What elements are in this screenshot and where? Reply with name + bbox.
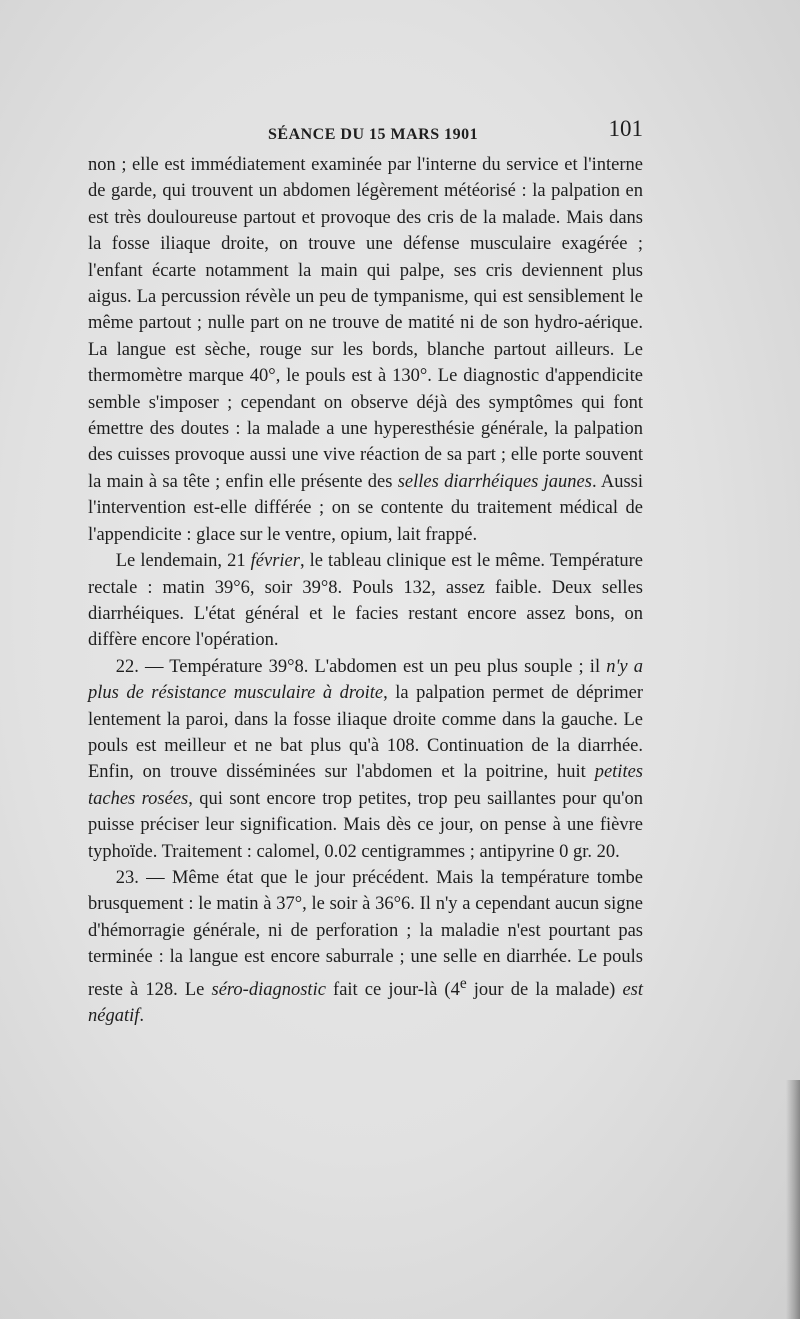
- body-text: [88, 152, 643, 1030]
- page-number: 101: [608, 116, 643, 141]
- italic-text: séro-diagnostic: [211, 979, 326, 1000]
- italic-text: n'y a plus de résistance musculaire à droite: [88, 656, 643, 704]
- italic-text: est négatif: [88, 979, 644, 1027]
- text-run: . Aussi l'intervention est-elle différée ; on se contente du traitement médical de l'appendicite : glace sur le ventre, opium, lait frappé.: [88, 471, 643, 545]
- italic-text: selles diarrhéiques jaunes: [397, 471, 592, 492]
- text-run: Le lendemain, 21: [115, 551, 251, 572]
- superscript: e: [459, 974, 467, 992]
- text-run: jour de la malade): [466, 979, 623, 1000]
- italic-text: petites taches rosées: [88, 762, 643, 809]
- text-run: 22. — Température 39°8. L'abdomen est un peu plus souple ; il: [115, 656, 607, 677]
- text-run: .: [139, 1006, 145, 1027]
- text-run: 23. — Même état que le jour précédent. Mais la température tombe brusquement : le matin à 37°, le soir à 36°6. Il n'y a cependant aucun signe d'hémorragie générale, ni de perforation ; la maladie n'est pourtant pas terminée : la langue est encore saburrale ; une selle en diarrhée. Le pouls reste à 128. Le: [88, 867, 643, 1000]
- text-run: , le tableau clinique est le même. Température rectale : matin 39°6, soir 39°8. Pouls 132, assez faible. Deux selles diarrhéiques. L'état général et le facies restant encore assez bons, on diffère encore l'opération.: [88, 551, 643, 651]
- text-run: non ; elle est immédiatement examinée par l'interne du service et l'interne de garde, qui trouvent un abdomen légèrement météorisé : la palpation en est très douloureuse partout et provoque des cris de la malade. Mais dans la fosse iliaque droite, on trouve une défense musculaire exagérée ; l'enfant écarte notamment la main qui palpe, ses cris deviennent plus aigus. La percussion révèle un peu de tympanisme, qui est sensiblement le même partout ; nulle part on ne trouve de matité ni de son hydro-aérique. La langue est sèche, rouge sur les bords, blanche partout ailleurs. Le thermomètre marque 40°, le pouls est à 130°. Le diagnostic d'appendicite semble s'imposer ; cependant on observe déjà des symptômes qui font émettre des doutes : la malade a une hyperesthésie générale, la palpation des cuisses provoque aussi une vive réaction de sa part ; elle porte souvent la main à sa tête ; enfin elle présente des: [88, 155, 643, 492]
- text-run: , qui sont encore trop petites, trop peu saillantes pour qu'on puisse préciser leur signification. Mais dès ce jour, on pense à une fièvre typhoïde. Traitement : calomel, 0.02 centigrammes ; antipyrine 0 gr. 20.: [88, 788, 643, 862]
- running-head: SÉANCE DU 15 MARS 1901: [268, 126, 479, 143]
- paragraph-3: [88, 654, 643, 865]
- text-run: , la palpation permet de déprimer lentement la paroi, dans la fosse iliaque droite comme dans la gauche. Le pouls est meilleur et ne bat plus qu'à 108. Continuation de la diarrhée. Enfin, on trouve disséminées sur l'abdomen et la poitrine, huit: [88, 683, 644, 783]
- paragraph-2: [88, 548, 643, 654]
- italic-text: février: [250, 551, 300, 572]
- page-edge-shadow: [786, 1080, 800, 1319]
- page-header: [88, 116, 643, 148]
- text-run: fait ce jour-là (4: [325, 979, 460, 1000]
- paragraph-1: [88, 152, 643, 548]
- paragraph-4: [88, 865, 643, 1030]
